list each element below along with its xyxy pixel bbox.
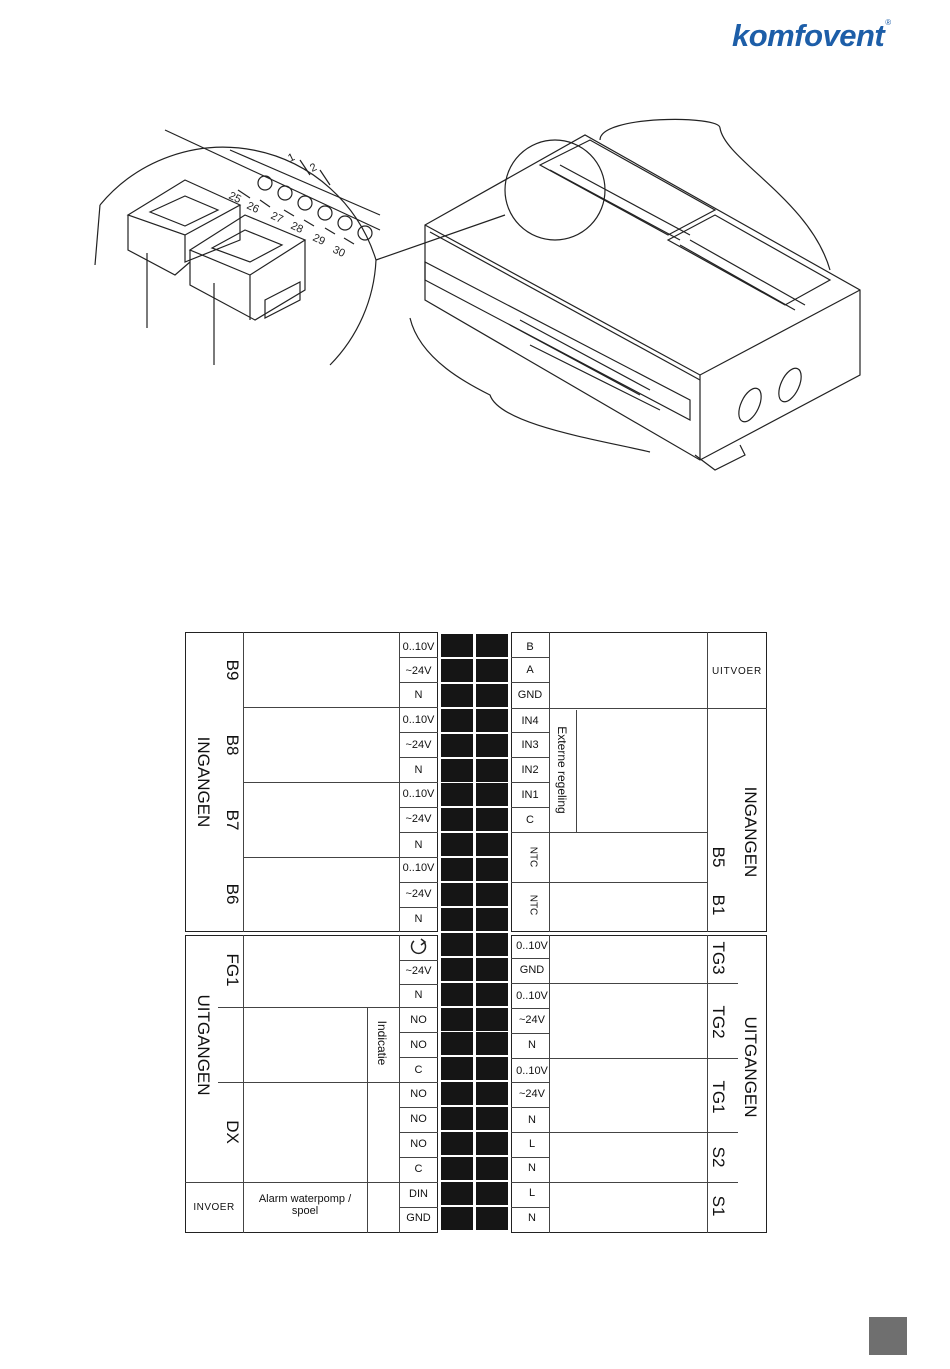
terminal-label-26: 26: [244, 199, 261, 216]
terminal-slot: [476, 1157, 508, 1180]
group-label-dx: DX: [223, 1120, 242, 1144]
terminal-slot: [476, 808, 508, 831]
signal-uitvoer-a: A: [526, 664, 534, 676]
signal-tg3-gnd: GND: [519, 964, 545, 976]
terminal-label-30: 30: [330, 243, 347, 260]
terminal-slot: [441, 783, 473, 806]
terminal-slot: [476, 908, 508, 931]
signal-s1-n: N: [528, 1212, 536, 1224]
terminal-slot: [441, 709, 473, 732]
signal-tg1-0-10v: 0..10V: [516, 1065, 548, 1077]
signal-tg2-24v: ~24V: [519, 1014, 545, 1026]
brand-mark: ®: [885, 18, 891, 27]
page-marker: [869, 1317, 907, 1355]
controller-body: [425, 135, 860, 460]
invoer-label: INVOER: [193, 1202, 235, 1213]
terminal-slot: [441, 659, 473, 682]
terminal-slot: [476, 1207, 508, 1230]
group-label-s1: S1: [709, 1195, 728, 1217]
signal-b8-0-10v: 0..10V: [402, 714, 435, 726]
signal-dx-no-3: NO: [410, 1138, 427, 1150]
brand-logo: [732, 18, 891, 54]
signal-invoer-gnd: GND: [406, 1212, 431, 1224]
signal-b8-n: N: [414, 764, 423, 776]
signal-externe-in3: IN3: [521, 739, 539, 751]
terminal-slot: [441, 833, 473, 856]
terminal-label-28: 28: [288, 219, 305, 236]
signal-indicatie-no-1: NO: [410, 1014, 427, 1026]
signal-externe-in2: IN2: [521, 764, 539, 776]
rotation-arrow-icon: [408, 937, 430, 957]
group-label-tg2: TG2: [709, 1005, 728, 1039]
signal-b8-24v: ~24V: [405, 739, 432, 751]
left-outputs-section-label: UITGANGEN: [194, 994, 213, 1096]
group-label-b6: B6: [223, 883, 242, 905]
terminal-slot: [441, 759, 473, 782]
signal-indicatie-c: C: [414, 1064, 423, 1076]
left-inputs-section-label: INGANGEN: [194, 736, 213, 828]
invoer-description: Alarm waterpomp / spoel: [258, 1193, 352, 1217]
signal-indicatie-no-2: NO: [410, 1039, 427, 1051]
terminal-slot: [476, 883, 508, 906]
terminal-slot: [441, 933, 473, 956]
terminal-slot: [476, 833, 508, 856]
terminal-slot: [476, 1132, 508, 1155]
terminal-slot: [476, 734, 508, 757]
terminal-slot: [476, 958, 508, 981]
right-inputs-section-label: INGANGEN: [741, 786, 760, 878]
terminal-label-1: 1: [286, 151, 297, 165]
terminal-slot: [441, 1157, 473, 1180]
terminal-slot: [476, 858, 508, 881]
signal-uitvoer-gnd: GND: [517, 689, 543, 701]
terminal-slot: [441, 983, 473, 1006]
signal-externe-c: C: [526, 814, 534, 826]
terminal-slot: [441, 883, 473, 906]
terminal-slot: [476, 709, 508, 732]
group-label-b7: B7: [223, 809, 242, 831]
signal-b6-24v: ~24V: [405, 888, 432, 900]
signal-b9-0-10v: 0..10V: [402, 641, 435, 653]
group-label-tg1: TG1: [709, 1080, 728, 1114]
signal-dx-no-1: NO: [410, 1088, 427, 1100]
signal-b7-24v: ~24V: [405, 813, 432, 825]
terminal-slot: [441, 1032, 473, 1055]
controller-illustration: [0, 90, 950, 490]
terminal-slot: [441, 958, 473, 981]
terminal-slot: [476, 759, 508, 782]
signal-b9-24v: ~24V: [405, 665, 432, 677]
terminal-slot: [441, 1107, 473, 1130]
terminal-slot: [476, 1032, 508, 1055]
terminal-slot: [476, 684, 508, 707]
uitvoer-label: UITVOER: [711, 666, 763, 677]
signal-tg2-n: N: [528, 1039, 536, 1051]
signal-fg1-n: N: [414, 989, 423, 1001]
terminal-slot: [441, 684, 473, 707]
terminal-slot: [476, 634, 508, 657]
terminal-label-2: 2: [308, 161, 319, 175]
signal-s2-n: N: [528, 1162, 536, 1174]
signal-b9-n: N: [414, 689, 423, 701]
terminal-slot: [476, 1057, 508, 1080]
terminal-slot: [476, 1082, 508, 1105]
signal-b6-0-10v: 0..10V: [402, 862, 435, 874]
signal-b7-0-10v: 0..10V: [402, 788, 435, 800]
signal-invoer-din: DIN: [409, 1188, 428, 1200]
signal-uitvoer-b: B: [526, 641, 534, 653]
terminal-slot: [441, 1057, 473, 1080]
terminal-label-29: 29: [310, 231, 327, 248]
terminal-slot: [476, 1107, 508, 1130]
terminal-slot: [441, 858, 473, 881]
signal-externe-in4: IN4: [521, 715, 539, 727]
group-label-b1: B1: [709, 894, 728, 916]
group-label-fg1: FG1: [223, 953, 242, 987]
terminal-slot: [476, 1182, 508, 1205]
terminal-slot: [441, 908, 473, 931]
terminal-slot: [441, 1182, 473, 1205]
signal-dx-no-2: NO: [410, 1113, 427, 1125]
group-label-b5: B5: [709, 846, 728, 868]
terminal-slot: [476, 783, 508, 806]
group-label-tg3: TG3: [709, 941, 728, 975]
signal-b5-ntc: NTC: [527, 846, 539, 868]
group-label-s2: S2: [709, 1146, 728, 1168]
group-label-b9: B9: [223, 659, 242, 681]
terminal-slot: [476, 659, 508, 682]
terminal-slot: [441, 634, 473, 657]
signal-fg1-24v: ~24V: [405, 965, 432, 977]
rj-connector-1: [128, 180, 240, 275]
terminal-slot: [476, 933, 508, 956]
externe-regeling-label: Externe regeling: [555, 726, 569, 814]
signal-s1-l: L: [528, 1187, 536, 1199]
signal-s2-l: L: [528, 1138, 536, 1150]
terminal-slot: [476, 983, 508, 1006]
signal-externe-in1: IN1: [521, 789, 539, 801]
signal-b7-n: N: [414, 839, 423, 851]
terminal-slot: [476, 1008, 508, 1031]
terminal-slot: [441, 1082, 473, 1105]
signal-tg3-0-10v: 0..10V: [516, 940, 548, 952]
terminal-slot: [441, 808, 473, 831]
indicatie-label: Indicatie: [375, 1020, 389, 1066]
terminal-slot: [441, 1132, 473, 1155]
terminal-label-27: 27: [268, 209, 285, 226]
right-outputs-section-label: UITGANGEN: [741, 1016, 760, 1118]
signal-b1-ntc: NTC: [527, 894, 539, 916]
signal-b6-n: N: [414, 913, 423, 925]
brand-name: komfovent: [732, 18, 885, 53]
signal-tg1-24v: ~24V: [519, 1088, 545, 1100]
signal-dx-c: C: [414, 1163, 423, 1175]
terminal-slot: [441, 734, 473, 757]
group-label-b8: B8: [223, 734, 242, 756]
terminal-label-25: 25: [226, 189, 243, 206]
signal-tg2-0-10v: 0..10V: [516, 990, 548, 1002]
terminal-slot: [441, 1207, 473, 1230]
terminal-slot: [441, 1008, 473, 1031]
signal-tg1-n: N: [528, 1114, 536, 1126]
